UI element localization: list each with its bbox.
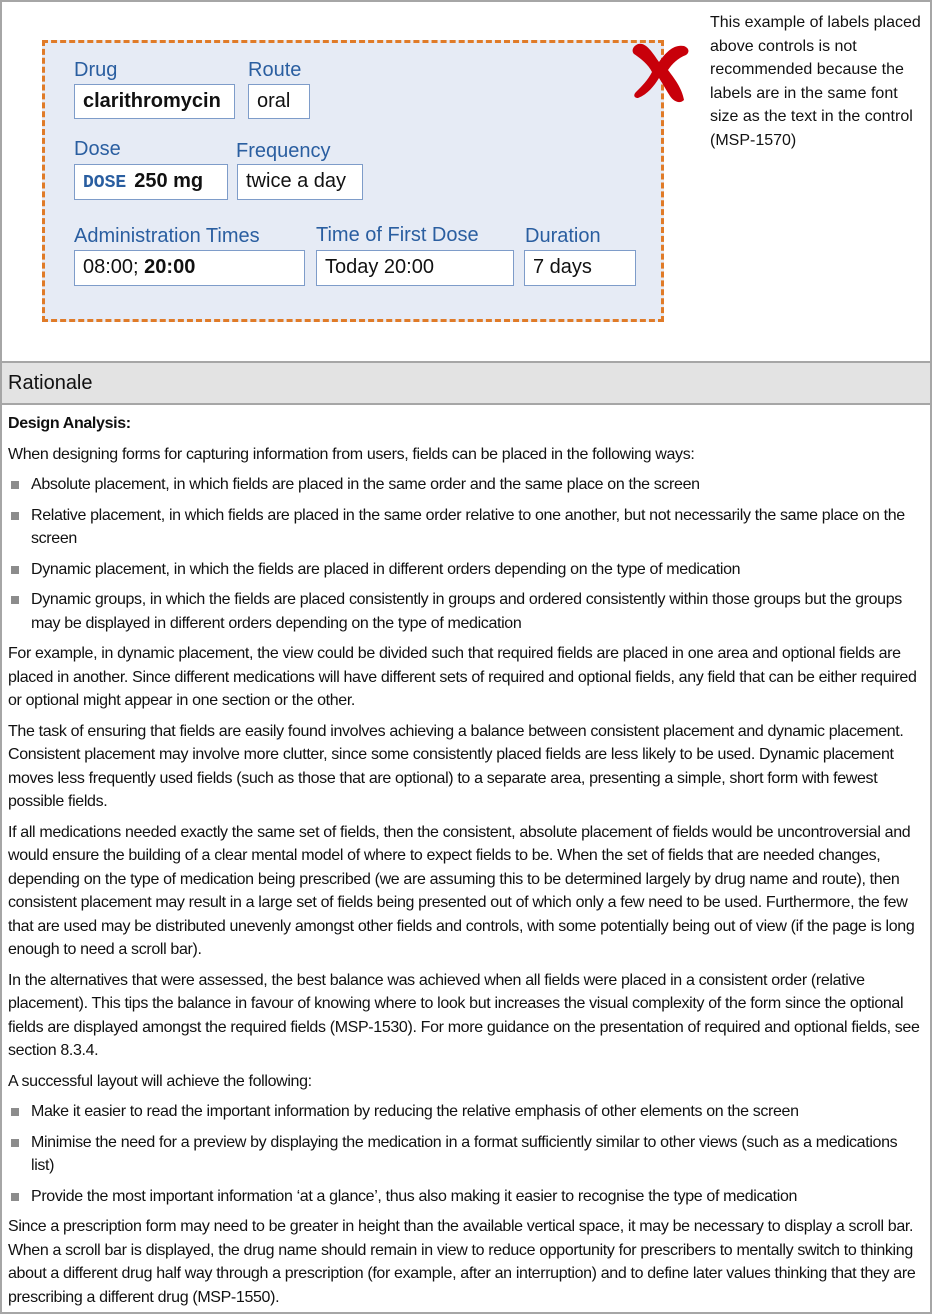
list-item: Provide the most important information ‘at a glance’, thus also making it easier to recognise the type of medication	[8, 1185, 924, 1209]
square-bullet-icon	[11, 1108, 19, 1116]
paragraph: The task of ensuring that fields are easily found involves achieving a balance between consistent placement and dynamic placement. Consistent placement may involve more clutter, since some consistently placed fields are less likely to be used. Dynamic placement moves less frequently used fields (such as those that are optional) to a separate area, presenting a simple, short form with fewest possible fields.	[8, 722, 904, 810]
administration-time-bold: 20:00	[144, 256, 196, 278]
square-bullet-icon	[11, 1139, 19, 1147]
list-item: Relative placement, in which fields are placed in the same order relative to one another, but not necessarily the same place on the screen	[8, 504, 924, 551]
example-note: This example of labels placed above controls is not recommended because the labels are in the same font size as the text in the control (MSP-1570)	[710, 14, 921, 149]
prescription-form-example	[42, 40, 664, 322]
duration-label: Duration	[525, 225, 601, 247]
list-item: Make it easier to read the important information by reducing the relative emphasis of other elements on the screen	[8, 1100, 924, 1124]
paragraph: A successful layout will achieve the following:	[8, 1072, 312, 1090]
route-label: Route	[248, 59, 302, 81]
square-bullet-icon	[11, 512, 19, 520]
list-item: Dynamic placement, in which the fields are placed in different orders depending on the type of medication	[8, 558, 924, 582]
square-bullet-icon	[11, 481, 19, 489]
paragraph: In the alternatives that were assessed, the best balance was achieved when all fields were placed in a consistent order (relative placement). This tips the balance in favour of knowing where to look but increases the visual complexity of the form since the optional fields are displayed amongst the required fields (MSP-1530). For more guidance on the presentation of required and optional fields, see section 8.3.4.	[8, 971, 920, 1059]
frequency-field[interactable]: twice a day	[237, 164, 363, 200]
intro-paragraph: When designing forms for capturing information from users, fields can be placed in the following ways:	[8, 445, 695, 463]
list-item: Minimise the need for a preview by displaying the medication in a format sufficiently similar to other views (such as a medications list)	[8, 1131, 924, 1178]
cross-mark-icon	[628, 40, 694, 104]
administration-time-regular: 08:00;	[83, 256, 145, 278]
drug-field[interactable]: clarithromycin	[74, 84, 235, 119]
closing-paragraph: Since a prescription form may need to be greater in height than the available vertical space, it may be necessary to display a scroll bar. When a scroll bar is displayed, the drug name should remain in view to reduce opportunity for prescribers to mentally switch to thinking about a different drug half way through a prescription (for example, after an interruption) and to define later values thinking that they are prescribing a different drug (MSP-1550).	[8, 1218, 916, 1306]
rationale-header: Rationale	[2, 361, 930, 405]
list-item: Dynamic groups, in which the fields are placed consistently in groups and ordered consistently within those groups but the groups may be displayed in different orders depending on the type of medication	[8, 588, 924, 635]
placement-types-list	[8, 473, 924, 635]
time-of-first-dose-field[interactable]: Today 20:00	[316, 250, 514, 286]
paragraph: If all medications needed exactly the same set of fields, then the consistent, absolute placement of fields would be uncontroversial and would ensure the building of a clear mental model of where to expect fields to be. When the set of fields that are needed changes, depending on the type of medication being prescribed (we are assuming this to be determined largely by drug name and route), then consistent placement may result in a large set of fields being presented out of which only a few need to be used. Furthermore, the few that are used may be distributed unevenly amongst other fields and controls, with some potentially being out of view (if the page is long enough to need a scroll bar).	[8, 823, 915, 958]
dose-label: Dose	[74, 138, 121, 160]
square-bullet-icon	[11, 1193, 19, 1201]
time-of-first-dose-label: Time of First Dose	[316, 224, 479, 246]
dose-field[interactable]	[74, 164, 228, 200]
frequency-label: Frequency	[236, 140, 331, 162]
dose-value: 250 mg	[134, 170, 204, 192]
goals-list	[8, 1100, 924, 1208]
example-section	[2, 2, 930, 360]
rationale-content	[8, 408, 924, 1314]
list-item: Absolute placement, in which fields are placed in the same order and the same place on the screen	[8, 473, 924, 497]
dose-unit-tag: DOSE	[83, 173, 127, 193]
administration-times-field[interactable]	[74, 250, 305, 286]
administration-times-label: Administration Times	[74, 225, 260, 247]
design-analysis-title: Design Analysis:	[8, 415, 131, 432]
route-field[interactable]: oral	[248, 84, 310, 119]
square-bullet-icon	[11, 566, 19, 574]
paragraph: For example, in dynamic placement, the view could be divided such that required fields are placed in one area and optional fields are placed in another. Since different medications will have different sets of required and optional fields, any field that can be either required or optional might appear in one section or the other.	[8, 645, 917, 709]
square-bullet-icon	[11, 596, 19, 604]
drug-label: Drug	[74, 59, 118, 81]
duration-field[interactable]: 7 days	[524, 250, 636, 286]
